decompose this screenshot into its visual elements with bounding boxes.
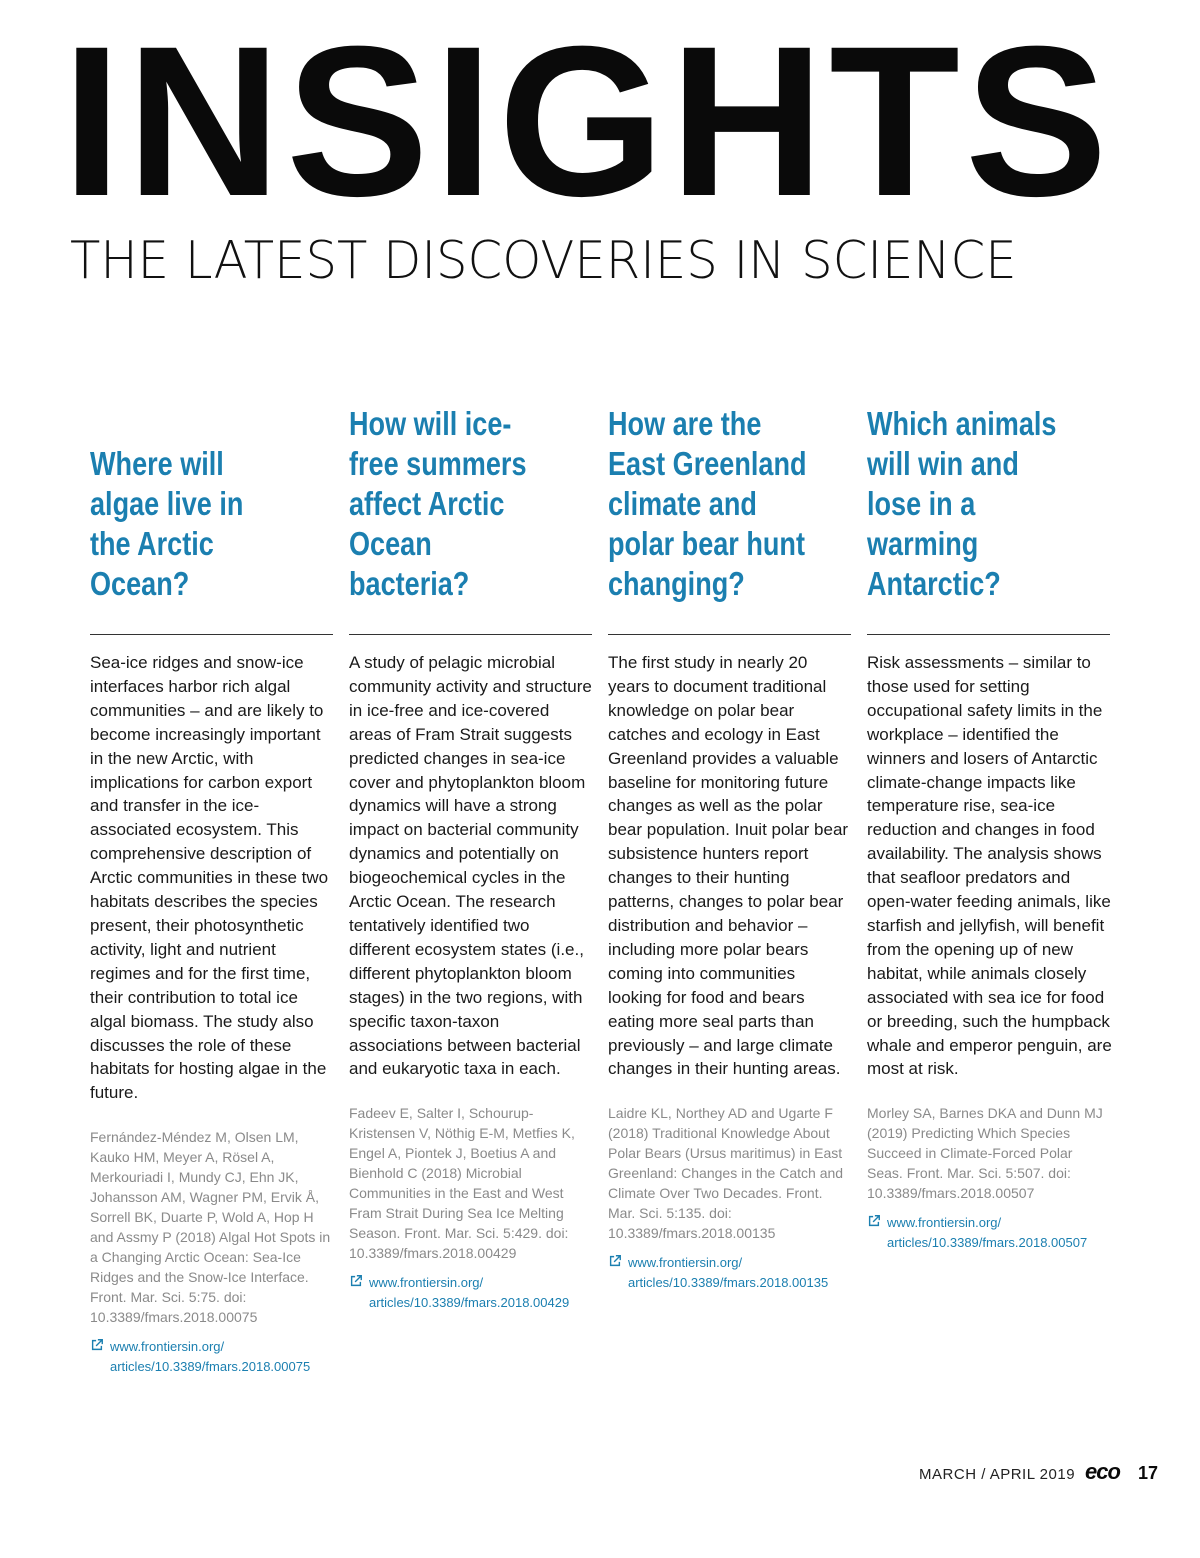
article-citation: Laidre KL, Northey AD and Ugarte F (2018) Traditional Knowledge About Polar Bears (Ursus maritimus) in East Greenland: Changes in the Catch and Climate Over Two Decades. Front. Mar. Sci. 5:135. doi: 10.3389/fmars.2018.00135 xyxy=(608,1105,844,1242)
external-link-icon xyxy=(349,1274,363,1288)
divider xyxy=(867,634,1110,635)
article-headline: How will ice-free summers affect Arctic Ocean bacteria? xyxy=(349,405,527,602)
magazine-logo: eco xyxy=(1085,1459,1120,1484)
article-citation: Fadeev E, Salter I, Schourup-Kristensen V, Nöthig E-M, Metfies K, Engel A, Piontek J, Boetius A and Bienhold C (2018) Microbial Communities in the East and West Fram Strait During Sea Ice Melting Season. Front. Mar. Sci. 5:429. doi: 10.3389/fmars.2018.00429 xyxy=(349,1105,575,1262)
page-subtitle: THE LATEST DISCOVERIES IN SCIENCE xyxy=(70,231,1017,291)
divider xyxy=(349,634,592,635)
article-link[interactable] xyxy=(90,1337,335,1377)
article-citation: Fernández-Méndez M, Olsen LM, Kauko HM, Meyer A, Rösel A, Merkouriadi I, Mundy CJ, Ehn JK, Johansson AM, Wagner PM, Ervik Å, Sorrell BK, Duarte P, Wold A, Hop H and Assmy P (2018) Algal Hot Spots in a Changing Arctic Ocean: Sea-Ice Ridges and the Snow-Ice Interface. Front. Mar. Sci. 5:75. doi: 10.3389/fmars.2018.00075 xyxy=(90,1129,331,1326)
article-column xyxy=(349,405,594,1313)
article-headline: Where will algae live in the Arctic Ocean? xyxy=(90,445,244,602)
page-title: INSIGHTS xyxy=(62,2,1113,241)
link-text-line2[interactable]: articles/10.3389/fmars.2018.00507 xyxy=(887,1235,1088,1251)
article-column xyxy=(90,432,335,1377)
page-footer xyxy=(919,1459,1158,1485)
article-column xyxy=(867,405,1112,1253)
external-link-icon xyxy=(90,1338,104,1352)
link-text-line1[interactable]: www.frontiersin.org/ xyxy=(110,1339,225,1355)
external-link-icon xyxy=(608,1254,622,1268)
link-text-line1[interactable]: www.frontiersin.org/ xyxy=(887,1215,1002,1231)
article-headline: How are the East Greenland climate and polar bear hunt changing? xyxy=(608,405,807,602)
article-link[interactable] xyxy=(608,1253,853,1293)
article-body: A study of pelagic microbial community activity and structure in ice-free and ice-covered areas of Fram Strait suggests predicted changes in sea-ice cover and phytoplankton bloom dynamics will have a strong impact on bacterial community dynamics and potentially on biogeochemical cycles in the Arctic Ocean. The research tentatively identified two different ecosystem states (i.e., different phytoplankton bloom stages) in the two regions, with specific taxon-taxon associations between bacterial and eukaryotic taxa in each. xyxy=(349,653,592,1079)
divider xyxy=(90,634,333,635)
article-link[interactable] xyxy=(867,1213,1112,1253)
link-text-line2[interactable]: articles/10.3389/fmars.2018.00135 xyxy=(628,1275,829,1291)
divider xyxy=(608,634,851,635)
article-body: Risk assessments – similar to those used for setting occupational safety limits in the workplace – identified the winners and losers of Antarctic climate-change impacts like temperature rise, sea-ice reduction and changes in food availability. The analysis shows that seafloor predators and open-water feeding animals, like starfish and jellyfish, will benefit from the opening up of new habitat, while animals closely associated with sea ice for food or breeding, such the humpback whale and emperor penguin, are most at risk. xyxy=(867,653,1112,1079)
article-headline: Which animals will win and lose in a warming Antarctic? xyxy=(867,405,1057,602)
article-body: The first study in nearly 20 years to document traditional knowledge on polar bear catches and ecology in East Greenland provides a valuable baseline for monitoring future changes as well as the polar bear population. Inuit polar bear subsistence hunters report changes to their hunting patterns, changes to polar bear distribution and behavior – including more polar bears coming into communities looking for food and bears eating more seal parts than previously – and large climate changes in their hunting areas. xyxy=(608,653,849,1079)
article-citation: Morley SA, Barnes DKA and Dunn MJ (2019) Predicting Which Species Succeed in Climate-Forced Polar Seas. Front. Mar. Sci. 5:507. doi: 10.3389/fmars.2018.00507 xyxy=(867,1105,1103,1202)
page-number: 17 xyxy=(1137,1463,1158,1483)
article-body: Sea-ice ridges and snow-ice interfaces harbor rich algal communities – and are likely to become increasingly important in the new Arctic, with implications for carbon export and transfer in the ice-associated ecosystem. This comprehensive description of Arctic communities in these two habitats describes the species present, their photosynthetic activity, light and nutrient regimes and for the first time, their contribution to total ice algal biomass. The study also discusses the role of these habitats for hosting algae in the future. xyxy=(90,653,329,1103)
link-text-line1[interactable]: www.frontiersin.org/ xyxy=(369,1275,484,1291)
external-link-icon xyxy=(867,1214,881,1228)
article-column xyxy=(608,405,853,1293)
link-text-line2[interactable]: articles/10.3389/fmars.2018.00429 xyxy=(369,1295,570,1311)
article-link[interactable] xyxy=(349,1273,594,1313)
issue-date: MARCH / APRIL 2019 xyxy=(919,1466,1076,1483)
link-text-line2[interactable]: articles/10.3389/fmars.2018.00075 xyxy=(110,1359,311,1375)
link-text-line1[interactable]: www.frontiersin.org/ xyxy=(628,1255,743,1271)
